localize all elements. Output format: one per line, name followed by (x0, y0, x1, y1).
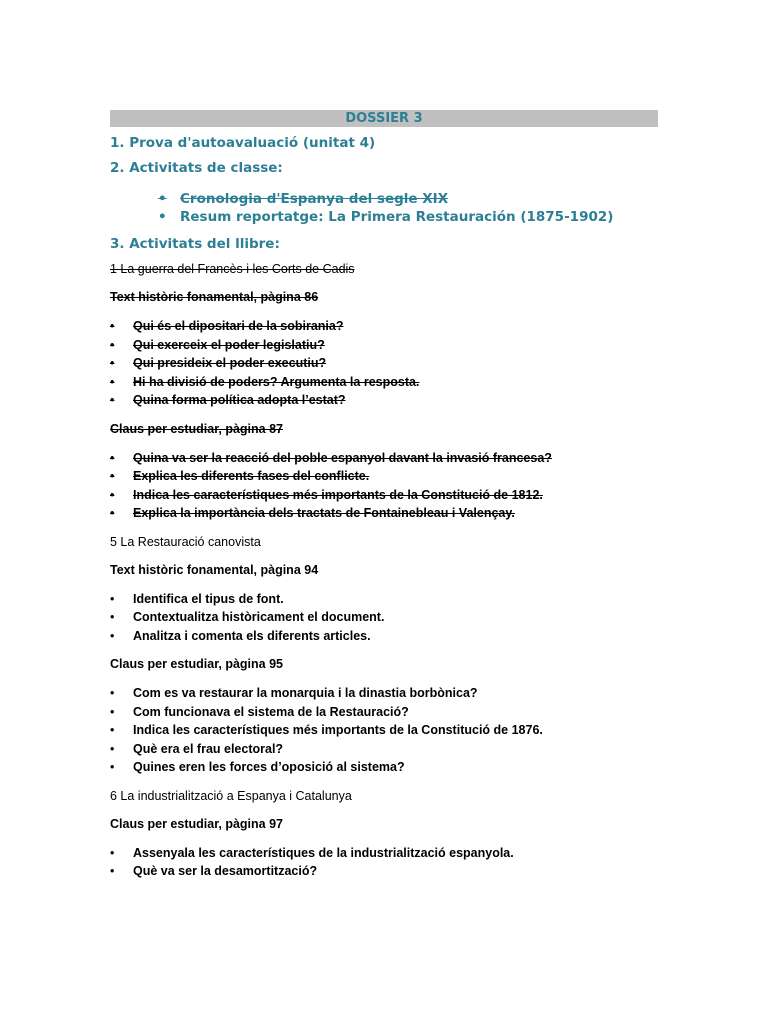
list-item: • Indica les característiques més importants de la Constitució de 1812. (110, 486, 658, 505)
list-item: • Explica la importància dels tractats de Fontainebleau i Valençay. (110, 504, 658, 523)
bullet-icon: • (110, 393, 115, 407)
dossier-title: DOSSIER 3 (110, 110, 658, 127)
heading-class-activities: 2. Activitats de classe: (110, 160, 283, 176)
section-5-claus-list (110, 684, 658, 777)
section-1-claus-list (110, 449, 658, 523)
list-item: • Explica les diferents fases del conflicte. (110, 467, 658, 486)
list-item: • Analitza i comenta els diferents articles. (110, 627, 658, 646)
bullet-icon: • (110, 741, 115, 756)
list-item: • Contextualitza històricament el document. (110, 608, 658, 627)
bullet-icon: • (110, 686, 115, 700)
list-item: • Qui presideix el poder executiu? (110, 354, 658, 373)
section-5-text-list (110, 590, 658, 646)
list-item: • Com es va restaurar la monarquia i la dinastia borbònica? (110, 684, 658, 703)
list-item: • Què era el frau electoral? (110, 740, 658, 759)
list-item: • Hi ha divisió de poders? Argumenta la resposta. (110, 373, 658, 392)
bullet-icon: • (110, 628, 115, 643)
bullet-icon: • (110, 487, 115, 502)
book-activities (110, 261, 658, 881)
section-5-text-title: Text històric fonamental, pàgina 94 (110, 562, 319, 577)
document-page (110, 110, 658, 892)
bullet-icon: • (110, 610, 115, 624)
section-5-claus-title: Claus per estudiar, pàgina 95 (110, 657, 283, 671)
bullet-icon: • (110, 356, 115, 370)
list-item: • Com funcionava el sistema de la Restauració? (110, 703, 658, 722)
list-item: • Indica les característiques més importants de la Constitució de 1876. (110, 721, 658, 740)
section-1-text-list (110, 317, 658, 410)
section-1-title: 1 La guerra del Francès i les Corts de Cadis (110, 262, 355, 276)
bullet-icon: • (158, 209, 167, 225)
heading-book-activities: 3. Activitats del llibre: (110, 236, 280, 252)
list-item: • Qui exerceix el poder legislatiu? (110, 336, 658, 355)
class-activities-list (110, 190, 658, 226)
bullet-icon: • (110, 864, 115, 878)
heading-self-assessment: 1. Prova d'autoavaluació (unitat 4) (110, 135, 376, 151)
list-item: • Identifica el tipus de font. (110, 590, 658, 609)
list-item: • Quina va ser la reacció del poble espanyol davant la invasió francesa? (110, 449, 658, 468)
list-item: • Quina forma política adopta l’estat? (110, 391, 658, 410)
bullet-icon: • (110, 704, 115, 719)
section-1-text-title: Text històric fonamental, pàgina 86 (110, 290, 319, 304)
bullet-icon: • (110, 337, 115, 352)
bullet-icon: • (110, 845, 115, 860)
bullet-icon: • (110, 319, 115, 333)
section-5-title: 5 La Restauració canovista (110, 534, 261, 549)
list-item: • Assenyala les característiques de la industrialització espanyola. (110, 844, 658, 863)
bullet-icon: • (110, 760, 115, 774)
section-1-claus-title: Claus per estudiar, pàgina 87 (110, 421, 283, 436)
section-6-claus-title: Claus per estudiar, pàgina 97 (110, 816, 283, 831)
class-activity-1: Cronologia d'Espanya del segle XIX (180, 191, 449, 207)
section-6-title: 6 La industrialització a Espanya i Catalunya (110, 788, 352, 803)
class-activity-2: Resum reportatge: La Primera Restauración (1875-1902) (180, 209, 614, 225)
bullet-icon: • (158, 191, 167, 207)
bullet-icon: • (110, 374, 115, 389)
bullet-icon: • (110, 591, 115, 606)
list-item (110, 208, 658, 226)
list-item (110, 190, 658, 208)
list-item: • Quines eren les forces d’oposició al sistema? (110, 758, 658, 777)
list-item: • Qui és el dipositari de la sobirania? (110, 317, 658, 336)
bullet-icon: • (110, 450, 115, 465)
bullet-icon: • (110, 469, 115, 483)
list-item: • Què va ser la desamortització? (110, 862, 658, 881)
section-6-claus-list (110, 844, 658, 881)
bullet-icon: • (110, 723, 115, 737)
bullet-icon: • (110, 506, 115, 520)
